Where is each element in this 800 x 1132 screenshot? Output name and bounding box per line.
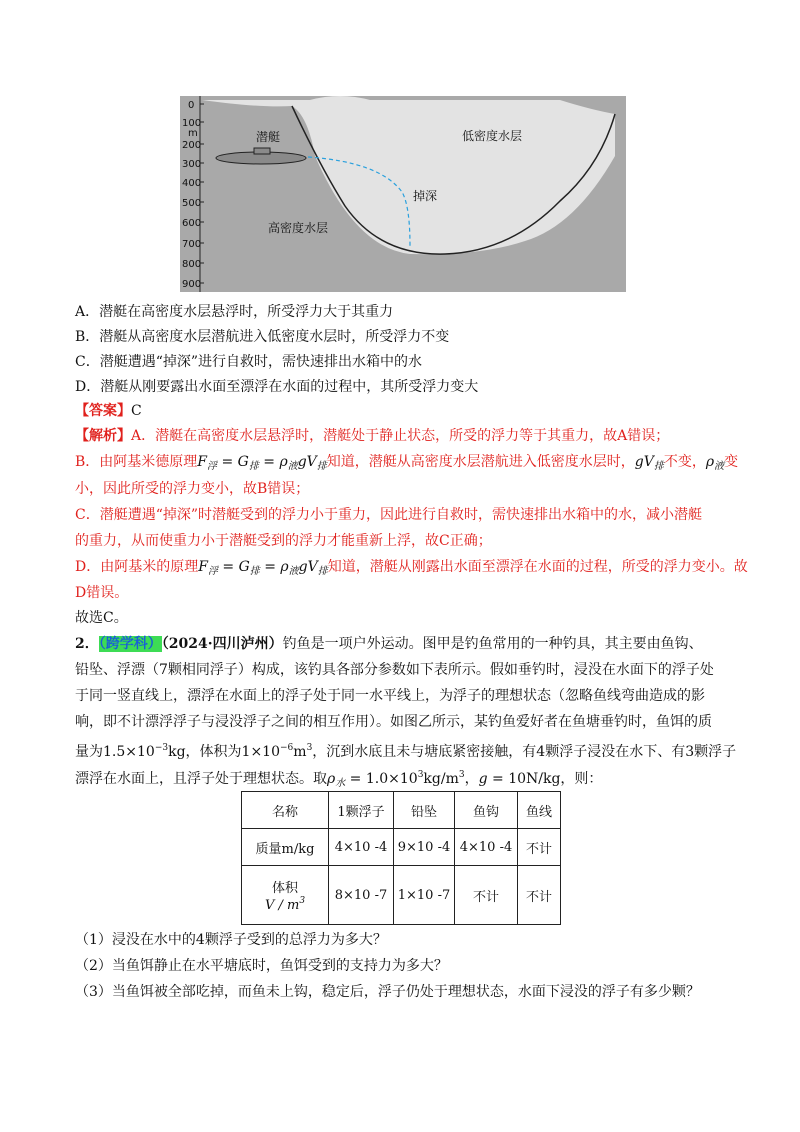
submarine-water-layer-figure [180,96,626,292]
sub-question-2: （2）当鱼饵静止在水平塘底时，鱼饵受到的支持力为多大？ [75,958,448,974]
option-c: C．潜艇遭遇“掉深”进行自救时，需快速排出水箱中的水 [75,354,423,370]
option-b: B．潜艇从高密度水层潜航进入低密度水层时，所受浮力不变 [75,329,450,345]
depth-tick: 200 [182,140,202,151]
analysis-b-mid2: 不变， [663,454,706,470]
depth-tick: 900 [182,279,202,290]
table-cell: 9×10 -4 [394,829,455,866]
depth-tick: 500 [182,198,202,209]
sub-question-1: （1）浸没在水中的4颗浮子受到的总浮力为多大？ [75,932,387,948]
question2-line2: 铅坠、浮漂（7颗相同浮子）构成，该钓具各部分参数如下表所示。假如垂钓时，浸没在水面下的浮子处 [75,662,714,678]
answer-label: 【答案】 [75,403,131,419]
option-a: A．潜艇在高密度水层悬浮时，所受浮力大于其重力 [75,304,394,320]
analysis-d2: D错误。 [75,585,129,601]
table-cell: 8×10 -7 [329,866,394,925]
bait-mass: 量为1.5×10 [75,744,155,760]
separator: ， [464,771,479,787]
table-cell: 4×10 -4 [455,829,518,866]
question2-line3: 于同一竖直线上，漂浮在水面上的浮子处于同一水平线上，为浮子的理想状态（忽略鱼线弯曲造成的影 [75,688,705,704]
analysis-d [75,557,748,582]
table-cell: 4×10 -4 [329,829,394,866]
question2-text1: 钓鱼是一项户外运动。图甲是钓鱼常用的一种钓具，其主要由鱼钩、 [282,636,703,652]
table-row-volume [242,866,561,925]
analysis-b [75,452,738,477]
bait-volume-unit: m [293,744,307,760]
table-cell-label [242,866,329,925]
table-cell: 不计 [455,866,518,925]
question-number: 2． [75,636,99,652]
table-cell: 不计 [518,866,561,925]
analysis-a-text: A．潜艇在高密度水层悬浮时，潜艇处于静止状态，所受的浮力等于其重力，故A错误； [131,428,670,444]
question2-line1 [75,634,703,654]
depth-tick: 600 [182,218,202,229]
depth-tick: 300 [182,159,202,170]
analysis-a [75,426,669,446]
table-row-mass [242,829,561,866]
bait-mass-exp: −3 [154,743,169,753]
table-cell-label: 质量m/kg [242,829,329,866]
analysis-b-end: 变 [724,454,739,470]
table-header-cell: 1颗浮子 [329,792,394,829]
table-header-cell: 铅坠 [394,792,455,829]
bait-volume-exp: −6 [280,743,294,753]
formula-archimedes-2: $F_浮 = G_排 = \rho_液gV_排$ [198,559,328,577]
question2-line4: 响，即不计漂浮浮子与浸没浮子之间的相互作用）。如图乙所示，某钓鱼爱好者在鱼塘垂钓时，鱼饵的质 [75,714,712,730]
table-header-cell: 鱼钩 [455,792,518,829]
question2-line5 [75,738,736,762]
depth-tick: 800 [182,259,202,270]
formula-archimedes: $F_浮 = G_排 = \rho_液gV_排$ [197,454,327,472]
volume-label-1: 体积 [271,881,298,896]
table-cell: 不计 [518,829,561,866]
question2-line6: 漂浮在水面上，且浮子处于理想状态。取$\rho_水 = 1.0\times 10^3kg/m^3$，g = 10N/kg，则： [75,770,603,789]
table-header-cell: 名称 [242,792,329,829]
g-value: = 10N/kg，则： [487,771,603,787]
volume-label-2: V / $m^3$ [264,896,306,913]
option-d: D．潜艇从刚要露出水面至漂浮在水面的过程中，其所受浮力变大 [75,379,479,395]
depth-tick: 0 [188,100,195,111]
bait-volume: kg，体积为1×10 [168,744,280,760]
analysis-d-post: 知道，潜艇从刚露出水面至漂浮在水面的过程，所受的浮力变小。故 [327,559,748,575]
rho-water-symbol: $\rho_水$ [327,771,346,789]
high-density-label: 高密度水层 [268,221,329,235]
question-source: （2024·四川泸州） [161,636,283,652]
drop-label: 掉深 [413,189,438,203]
depth-tick: 400 [182,178,202,189]
analysis-d-pre: D．由阿基米的原理 [75,559,199,575]
formula-gv: $gV_排$ [634,454,664,472]
table-header-row [242,792,561,829]
submarine-label: 潜艇 [256,130,281,144]
analysis-b-mid: 知道，潜艇从高密度水层潜航进入低密度水层时， [326,454,635,470]
bait-volume-unit-exp: 3 [306,743,313,753]
g-symbol: g [478,771,488,787]
formula-rho: $\rho_液$ [705,454,725,472]
table-cell: 1×10 -7 [394,866,455,925]
depth-tick: 100 [182,118,202,129]
analysis-conclusion: 故选C。 [75,610,128,626]
analysis-b-pre: B．由阿基米德原理 [75,454,198,470]
answer-value: C [131,403,142,419]
sub-question-3: （3）当鱼饵被全部吃掉，而鱼未上钩，稳定后，浮子仍处于理想状态，水面下浸没的浮子有多少颗？ [75,984,700,1000]
rho-water-value: = 1.0×10 [345,771,418,787]
answer-line [75,401,142,421]
analysis-c1: C．潜艇遭遇“掉深”时潜艇受到的浮力小于重力，因此进行自救时，需快速排出水箱中的水，减小潜艇 [75,507,703,523]
subject-tag: （跨学科） [98,636,162,652]
question2-text6: 漂浮在水面上，且浮子处于理想状态。取 [75,771,327,787]
analysis-b2: 小，因此所受的浮力变小，故B错误； [75,481,310,497]
low-density-label: 低密度水层 [462,129,523,143]
question2-text5: ，沉到水底且未与塘底紧密接触，有4颗浮子浸没在水下、有3颗浮子 [312,744,737,760]
rho-water-unit: kg/m [423,771,459,787]
depth-tick: 700 [182,239,202,250]
depth-unit: m [188,128,198,139]
analysis-label: 【解析】 [75,428,131,444]
table-header-cell: 鱼线 [518,792,561,829]
analysis-c2: 的重力，从而使重力小于潜艇受到的浮力才能重新上浮，故C正确； [75,533,492,549]
parameters-table [241,791,561,925]
